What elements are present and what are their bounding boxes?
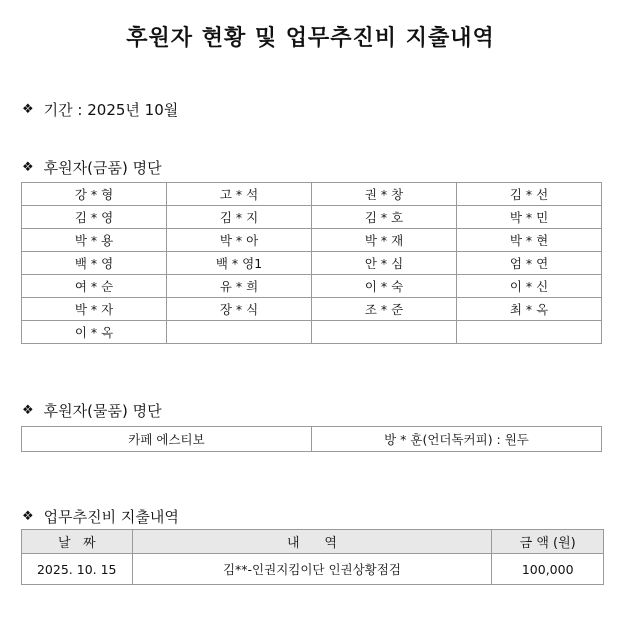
donor-cell: 박 * 재 (312, 229, 457, 252)
donor-cell: 권 * 창 (312, 183, 457, 206)
table-row (22, 321, 602, 344)
donor-cell: 박 * 현 (457, 229, 602, 252)
period-line (22, 99, 178, 120)
table-row (22, 229, 602, 252)
donor-cell: 강 * 형 (22, 183, 167, 206)
expenses-heading: 업무추진비 지출내역 (43, 508, 179, 526)
table-row (22, 252, 602, 275)
diamond-bullet-icon: ❖ (22, 160, 34, 175)
donor-cell: 장 * 식 (167, 298, 312, 321)
table-row (22, 275, 602, 298)
table-row (22, 183, 602, 206)
donor-cell: 김 * 지 (167, 206, 312, 229)
goods-donor-cell: 카페 에스티보 (22, 427, 312, 452)
table-row (22, 298, 602, 321)
donor-cell: 이 * 옥 (22, 321, 167, 344)
column-header-date: 날 짜 (22, 530, 133, 554)
donors-goods-table (21, 426, 602, 452)
donor-cell: 이 * 신 (457, 275, 602, 298)
donor-cell: 여 * 순 (22, 275, 167, 298)
donor-cell: 박 * 아 (167, 229, 312, 252)
table-header-row (22, 530, 604, 554)
donor-cell: 박 * 용 (22, 229, 167, 252)
donor-cell: 이 * 숙 (312, 275, 457, 298)
donor-cell: 고 * 석 (167, 183, 312, 206)
donors-money-heading: 후원자(금품) 명단 (43, 159, 162, 177)
donors-goods-heading: 후원자(물품) 명단 (43, 402, 162, 420)
diamond-bullet-icon: ❖ (22, 509, 34, 524)
expense-description: 김**-인권지킴이단 인권상황점검 (132, 554, 492, 585)
donors-money-heading-row (22, 157, 162, 178)
donor-cell: 백 * 영1 (167, 252, 312, 275)
donor-cell: 조 * 준 (312, 298, 457, 321)
expense-amount: 100,000 (492, 554, 604, 585)
diamond-bullet-icon: ❖ (22, 403, 34, 418)
donor-cell: 박 * 민 (457, 206, 602, 229)
goods-donor-cell: 방 * 훈(언더독커피) : 원두 (312, 427, 602, 452)
table-row (22, 554, 604, 585)
donor-cell: 김 * 호 (312, 206, 457, 229)
donor-cell: 김 * 영 (22, 206, 167, 229)
donors-goods-heading-row (22, 400, 162, 421)
table-row (22, 427, 602, 452)
donor-cell: 유 * 희 (167, 275, 312, 298)
donors-money-table (21, 182, 602, 344)
donor-cell: 안 * 심 (312, 252, 457, 275)
donor-cell: 박 * 자 (22, 298, 167, 321)
donor-cell (312, 321, 457, 344)
diamond-bullet-icon: ❖ (22, 102, 34, 117)
donor-cell: 백 * 영 (22, 252, 167, 275)
period-label: 기간 : 2025년 10월 (43, 101, 179, 119)
expenses-table (21, 529, 604, 585)
column-header-amount: 금 액 (원) (492, 530, 604, 554)
donor-cell (167, 321, 312, 344)
column-header-description: 내 역 (132, 530, 492, 554)
page-title: 후원자 현황 및 업무추진비 지출내역 (126, 26, 495, 51)
donor-cell: 김 * 선 (457, 183, 602, 206)
expenses-heading-row (22, 506, 179, 527)
donor-cell: 엄 * 연 (457, 252, 602, 275)
table-row (22, 206, 602, 229)
donor-cell (457, 321, 602, 344)
expense-date: 2025. 10. 15 (22, 554, 133, 585)
donor-cell: 최 * 옥 (457, 298, 602, 321)
